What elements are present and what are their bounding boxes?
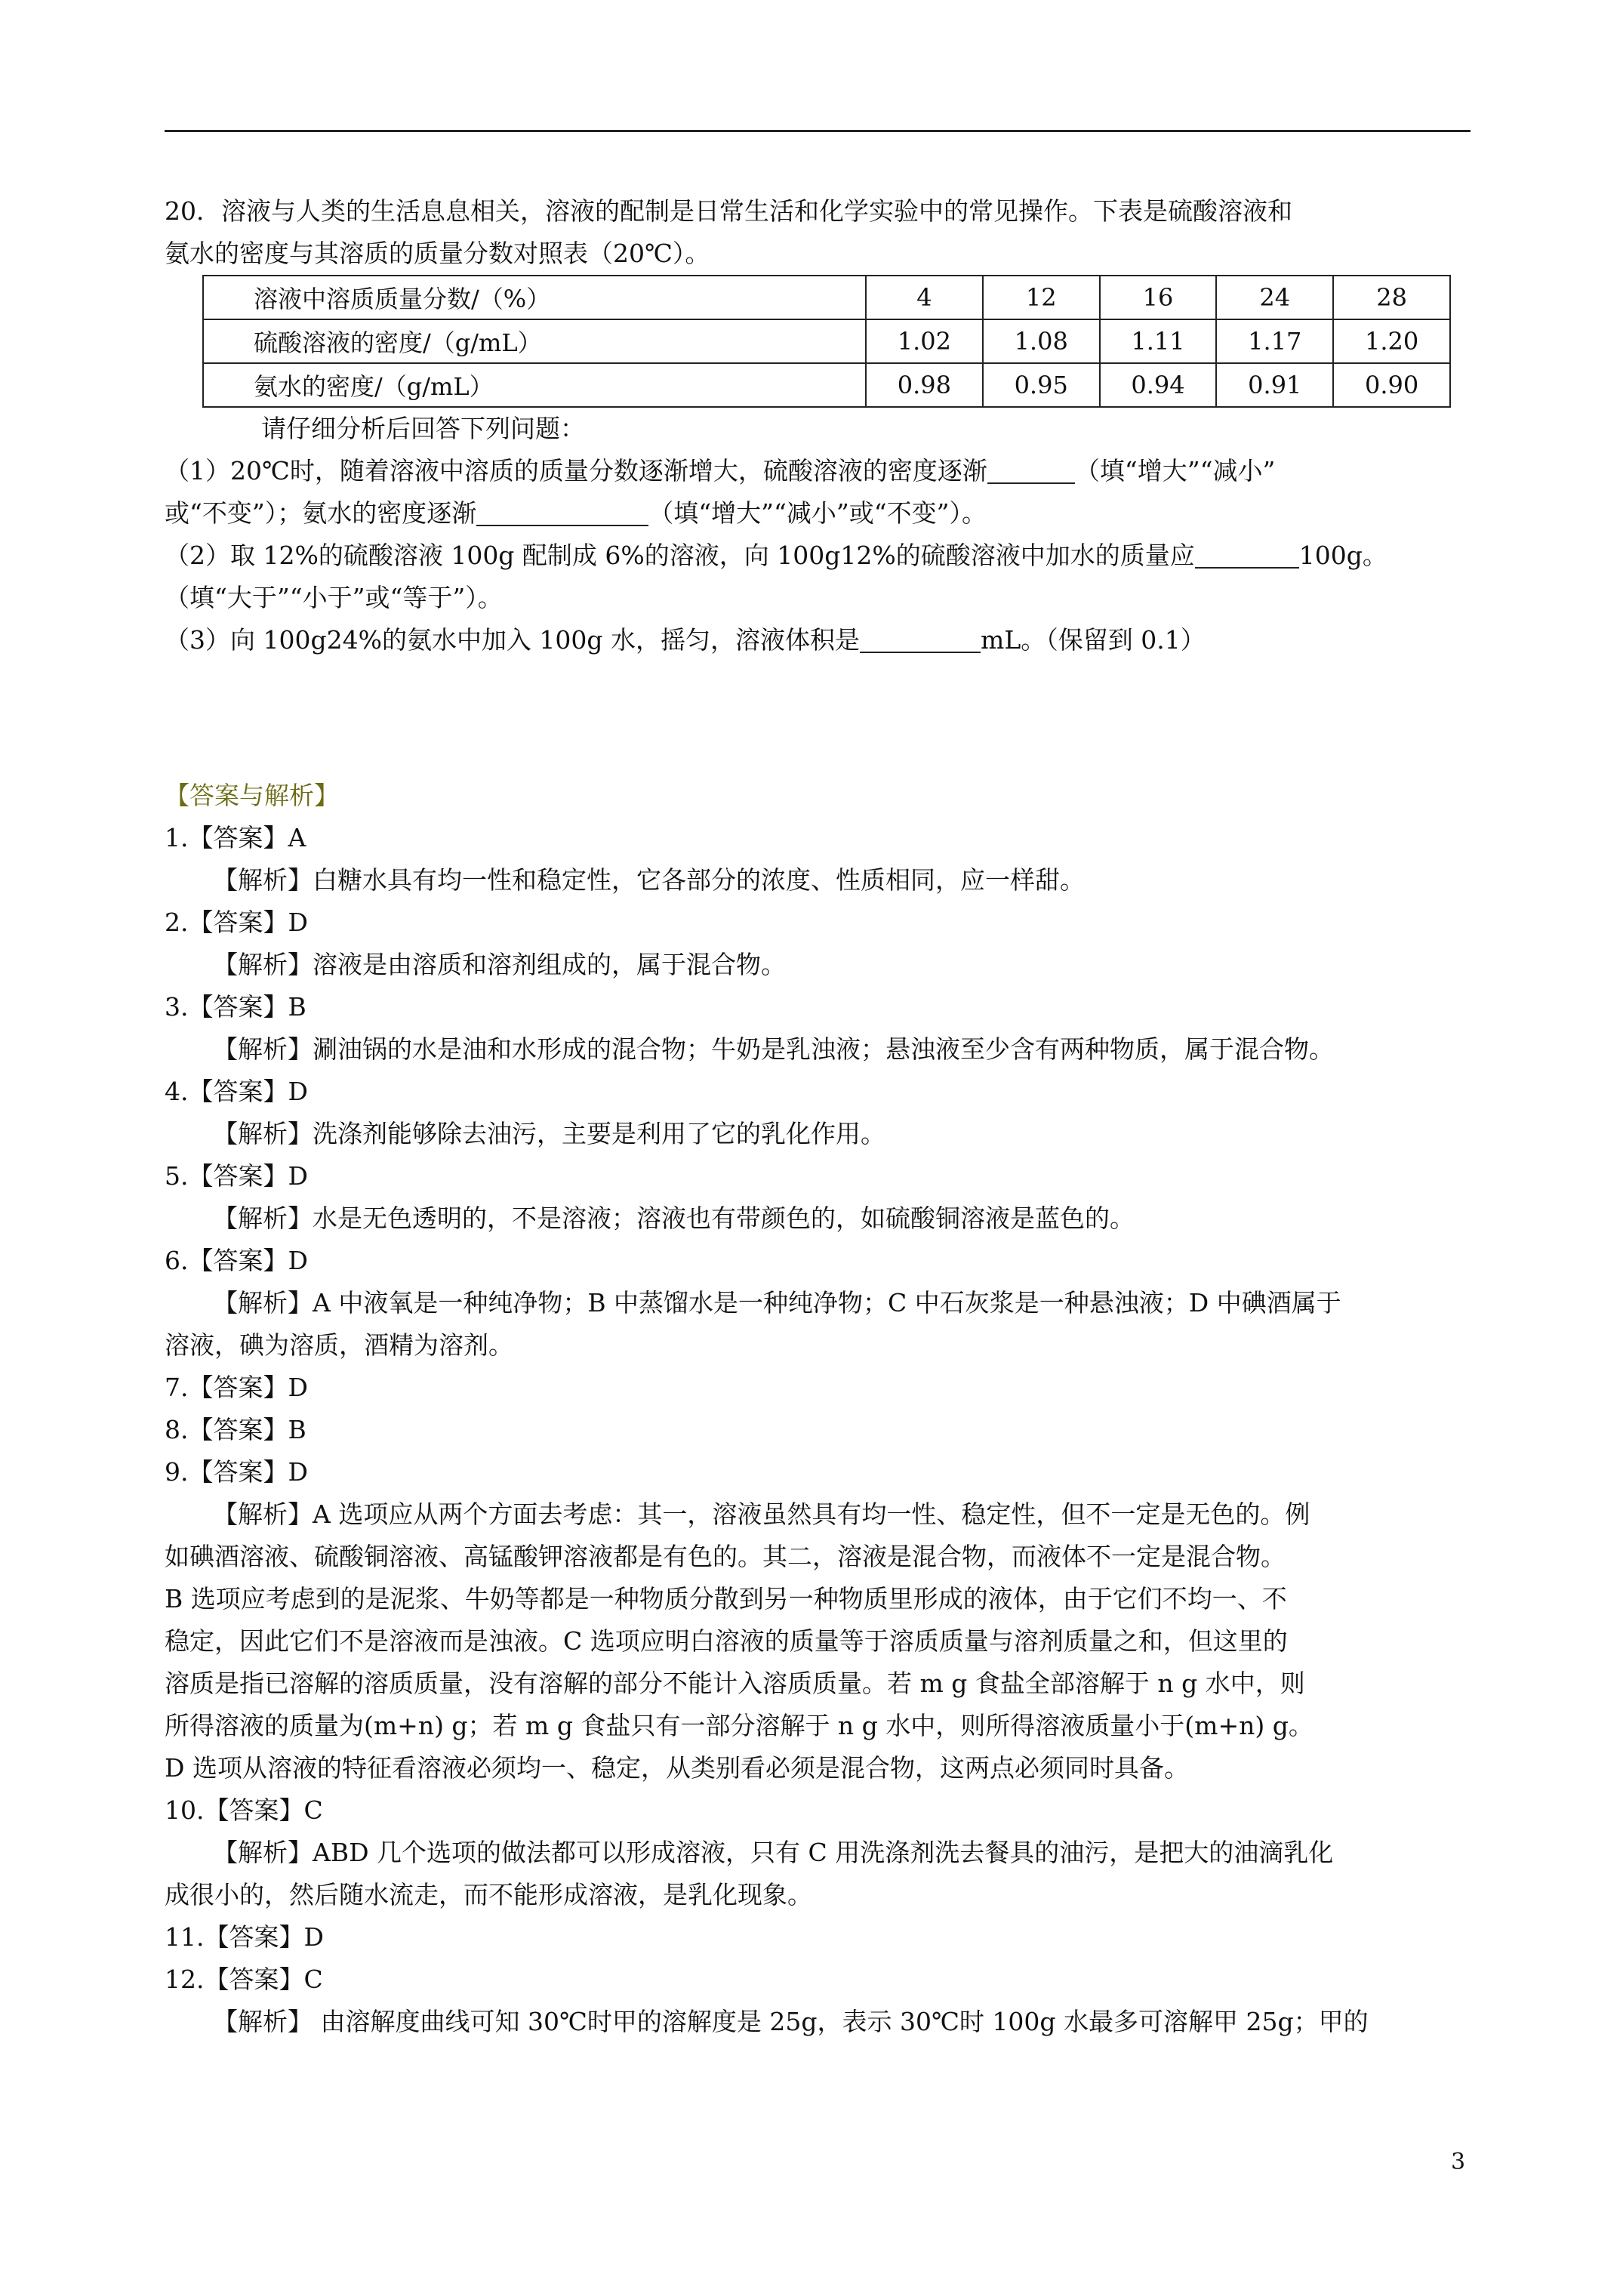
table-cell: 28: [1333, 276, 1450, 319]
table-cell: 0.90: [1333, 363, 1450, 407]
answer-blank-1[interactable]: [987, 454, 1075, 484]
answer-6: 6.【答案】D: [165, 1246, 308, 1275]
table-cell: 0.91: [1216, 363, 1333, 407]
q20-part-1-text-b: （填“增大”“减小”: [1074, 456, 1276, 485]
answer-blank-3[interactable]: [1195, 538, 1299, 569]
table-cell: 0.95: [983, 363, 1100, 407]
answer-7: 7.【答案】D: [165, 1373, 308, 1402]
answer-11: 11.【答案】D: [165, 1922, 324, 1952]
explanation-9-line-1: 【解析】A 选项应从两个方面去考虑：其一，溶液虽然具有均一性、稳定性，但不一定是无色的。例: [213, 1499, 1310, 1529]
answer-12: 12.【答案】C: [165, 1965, 323, 1994]
q20-part-1-text-c: 或“不变”）；氨水的密度逐渐: [165, 498, 477, 528]
explanation-4: 【解析】洗涤剂能够除去油污，主要是利用了它的乳化作用。: [213, 1119, 885, 1148]
table-row-label: 溶液中溶质质量分数/（%）: [203, 276, 866, 319]
answer-blank-4[interactable]: [860, 623, 981, 653]
q20-part-1-text-d: （填“增大”“减小”或“不变”）。: [648, 498, 987, 528]
spacer: [165, 661, 1478, 775]
answer-10: 10.【答案】C: [165, 1795, 323, 1825]
table-row: [203, 276, 1450, 319]
table-cell: 1.08: [983, 319, 1100, 363]
page-content: [165, 190, 1478, 2043]
q20-line-2: 氨水的密度与其溶质的质量分数对照表（20℃）。: [165, 239, 710, 268]
explanation-9-line-3: B 选项应考虑到的是泥浆、牛奶等都是一种物质分散到另一种物质里形成的液体，由于它们不均一、不: [165, 1584, 1287, 1613]
answer-4: 4.【答案】D: [165, 1077, 308, 1106]
table-cell: 12: [983, 276, 1100, 319]
answer-blank-2[interactable]: [476, 496, 648, 526]
table-cell: 0.94: [1100, 363, 1217, 407]
table-cell: 4: [866, 276, 983, 319]
answer-1: 1.【答案】A: [165, 823, 306, 852]
answers-section: [165, 775, 1478, 2043]
table-cell: 1.02: [866, 319, 983, 363]
explanation-10-line-1: 【解析】ABD 几个选项的做法都可以形成溶液，只有 C 用洗涤剂洗去餐具的油污，是把大的油滴乳化: [213, 1838, 1334, 1867]
explanation-10-line-2: 成很小的，然后随水流走，而不能形成溶液，是乳化现象。: [165, 1880, 812, 1909]
explanation-6-line-1: 【解析】A 中液氧是一种纯净物；B 中蒸馏水是一种纯净物；C 中石灰浆是一种悬浊液；D 中碘酒属于: [213, 1288, 1341, 1318]
table-cell: 1.11: [1100, 319, 1217, 363]
q20-line-1: 20．溶液与人类的生活息息相关，溶液的配制是日常生活和化学实验中的常见操作。下表是硫酸溶液和: [165, 196, 1292, 226]
q20-part-1-line-2: [165, 492, 1478, 535]
explanation-9-line-4: 稳定，因此它们不是溶液而是浊液。C 选项应明白溶液的质量等于溶质质量与溶剂质量之和，但这里的: [165, 1626, 1288, 1656]
table-row-label: 氨水的密度/（g/mL）: [203, 363, 866, 407]
q20-part-2-text-b: 100g。: [1298, 541, 1387, 570]
explanation-12-line-1: 【解析】 由溶解度曲线可知 30℃时甲的溶解度是 25g，表示 30℃时 100g 水最多可溶解甲 25g；甲的: [213, 2007, 1369, 2036]
q20-prompt: 请仔细分析后回答下列问题：: [261, 414, 585, 443]
question-20: [165, 190, 1478, 661]
table-row-label: 硫酸溶液的密度/（g/mL）: [203, 319, 866, 363]
density-table: [202, 275, 1451, 408]
q20-part-3-text-b: mL。（保留到 0.1）: [981, 625, 1206, 655]
explanation-2: 【解析】溶液是由溶质和溶剂组成的，属于混合物。: [213, 950, 786, 979]
explanation-3: 【解析】涮油锅的水是油和水形成的混合物；牛奶是乳浊液；悬浊液至少含有两种物质，属于混合物。: [213, 1034, 1334, 1064]
explanation-9-line-2: 如碘酒溶液、硫酸铜溶液、高锰酸钾溶液都是有色的。其二，溶液是混合物，而液体不一定是混合物。: [165, 1542, 1286, 1571]
q20-part-3-line: [165, 619, 1478, 661]
answers-title: 【答案与解析】: [165, 781, 339, 810]
answer-5: 5.【答案】D: [165, 1161, 308, 1191]
table-cell: 24: [1216, 276, 1333, 319]
table-row: [203, 319, 1450, 363]
answer-8: 8.【答案】B: [165, 1415, 306, 1444]
q20-part-1-text-a: （1）20℃时，随着溶液中溶质的质量分数逐渐增大，硫酸溶液的密度逐渐: [165, 456, 987, 485]
explanation-9-line-6: 所得溶液的质量为(m+n) g；若 m g 食盐只有一部分溶解于 n g 水中，则所得溶液质量小于(m+n) g。: [165, 1711, 1313, 1740]
explanation-5: 【解析】水是无色透明的，不是溶液；溶液也有带颜色的，如硫酸铜溶液是蓝色的。: [213, 1203, 1135, 1233]
answer-3: 3.【答案】B: [165, 992, 306, 1022]
answer-9: 9.【答案】D: [165, 1457, 308, 1487]
answer-2: 2.【答案】D: [165, 908, 308, 937]
header-rule: [165, 130, 1471, 132]
explanation-9-line-7: D 选项从溶液的特征看溶液必须均一、稳定，从类别看必须是混合物，这两点必须同时具备。: [165, 1753, 1189, 1783]
table-cell: 1.20: [1333, 319, 1450, 363]
q20-part-3-text-a: （3）向 100g24%的氨水中加入 100g 水，摇匀，溶液体积是: [165, 625, 861, 655]
q20-part-2-text-a: （2）取 12%的硫酸溶液 100g 配制成 6%的溶液，向 100g12%的硫酸溶液中加水的质量应: [165, 541, 1195, 570]
table-cell: 1.17: [1216, 319, 1333, 363]
explanation-9-line-5: 溶质是指已溶解的溶质质量，没有溶解的部分不能计入溶质质量。若 m g 食盐全部溶解于 n g 水中，则: [165, 1669, 1305, 1698]
q20-part-1-line-1: [165, 450, 1478, 492]
table-row: [203, 363, 1450, 407]
page-number: 3: [1451, 2149, 1466, 2175]
explanation-6-line-2: 溶液，碘为溶质，酒精为溶剂。: [165, 1330, 513, 1360]
table-cell: 16: [1100, 276, 1217, 319]
table-cell: 0.98: [866, 363, 983, 407]
explanation-1: 【解析】白糖水具有均一性和稳定性，它各部分的浓度、性质相同，应一样甜。: [213, 865, 1085, 895]
q20-part-2-line-2: （填“大于”“小于”或“等于”）。: [165, 583, 503, 612]
q20-part-2-line-1: [165, 535, 1478, 577]
